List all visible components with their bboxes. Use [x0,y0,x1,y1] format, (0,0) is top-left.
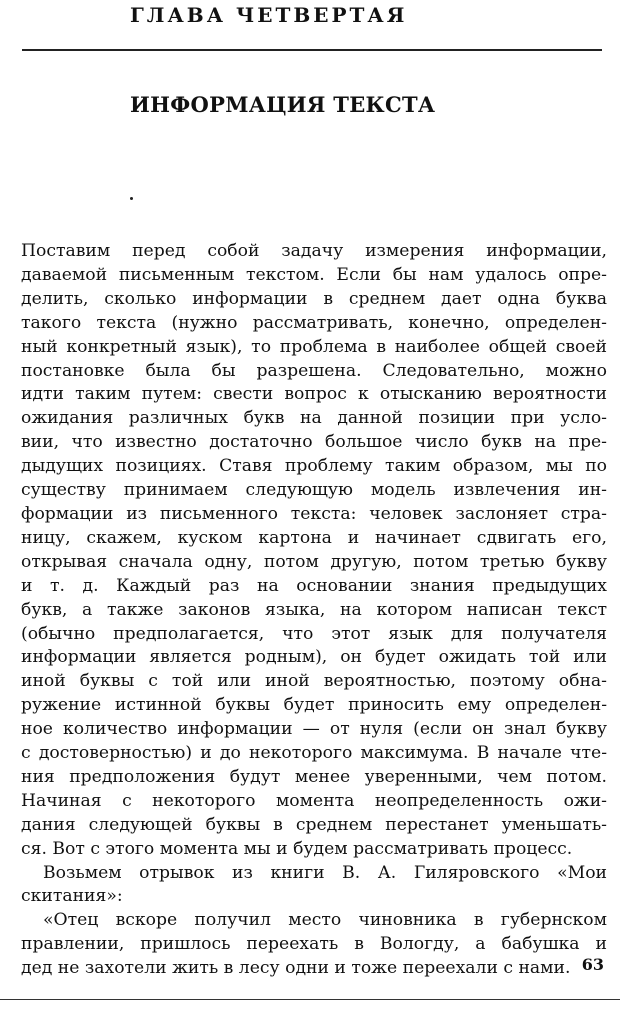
text-line: дед не захотели жить в лесу одни и тоже переехали с нами. [21,958,571,979]
header-rule [22,49,602,51]
text-line: с достоверностью) и до некоторого максимума. В начале чте- [21,743,607,764]
running-head: ГЛАВА ЧЕТВЕРТАЯ [130,3,408,27]
text-line: правлении, пришлось переехать в Вологду, а бабушка и [21,934,607,955]
text-line: ожидания различных букв на данной позиции при усло- [21,408,607,429]
text-line: «Отец вскоре получил место чиновника в губернском [43,910,607,931]
text-line: ся. Вот с этого момента мы и будем рассматривать процесс. [21,838,573,859]
text-line: ружение истинной буквы будет приносить ему определен- [21,695,607,716]
footer-rule [0,999,620,1000]
text-line: Начиная с некоторого момента неопределенность ожи- [21,790,607,811]
text-line: даваемой письменным текстом. Если бы нам удалось опре- [21,264,607,285]
text-line: Поставим перед собой задачу измерения информации, [21,241,607,261]
text-line: Возьмем отрывок из книги В. А. Гиляровского «Мои [43,862,607,883]
text-line: информации является родным), он будет ожидать той или [21,647,607,668]
text-line: (обычно предполагается, что этот язык для получателя [21,623,607,644]
text-line: ния предположения будут менее уверенными, чем потом. [21,766,607,787]
body-text [21,240,607,981]
text-line: скитания»: [21,886,123,907]
text-line: ный конкретный язык), то проблема в наиболее общей своей [21,336,607,357]
text-line: открывая сначала одну, потом другую, потом третью букву [21,551,607,572]
text-line: дания следующей буквы в среднем перестанет уменьшать- [21,814,607,835]
text-line: иной буквы с той или иной вероятностью, поэтому обна- [21,671,607,692]
page-number: 63 [581,955,604,974]
text-line: постановке была бы разрешена. Следовательно, можно [21,360,607,381]
text-line: делить, сколько информации в среднем дает одна буква [21,288,607,309]
chapter-title: ИНФОРМАЦИЯ ТЕКСТА [130,92,436,117]
text-line: ницу, скажем, куском картона и начинает сдвигать его, [21,527,607,548]
paragraph [21,862,607,910]
stray-dot-mark [130,197,133,200]
paragraph [21,909,607,981]
text-line: и т. д. Каждый раз на основании знания предыдущих [21,575,607,596]
text-line: такого текста (нужно рассматривать, конечно, определен- [21,312,607,333]
text-line: существу принимаем следующую модель извлечения ин- [21,480,607,501]
text-line: формации из письменного текста: человек заслоняет стра- [21,503,607,524]
paragraph [21,240,607,862]
text-line: дыдущих позициях. Ставя проблему таким образом, мы по [21,456,607,477]
text-line: ное количество информации — от нуля (если он знал букву [21,719,607,740]
text-line: вии, что известно достаточно большое число букв на пре- [21,432,607,453]
text-line: идти таким путем: свести вопрос к отысканию вероятности [21,384,607,405]
text-line: букв, а также законов языка, на котором написан текст [21,599,607,620]
